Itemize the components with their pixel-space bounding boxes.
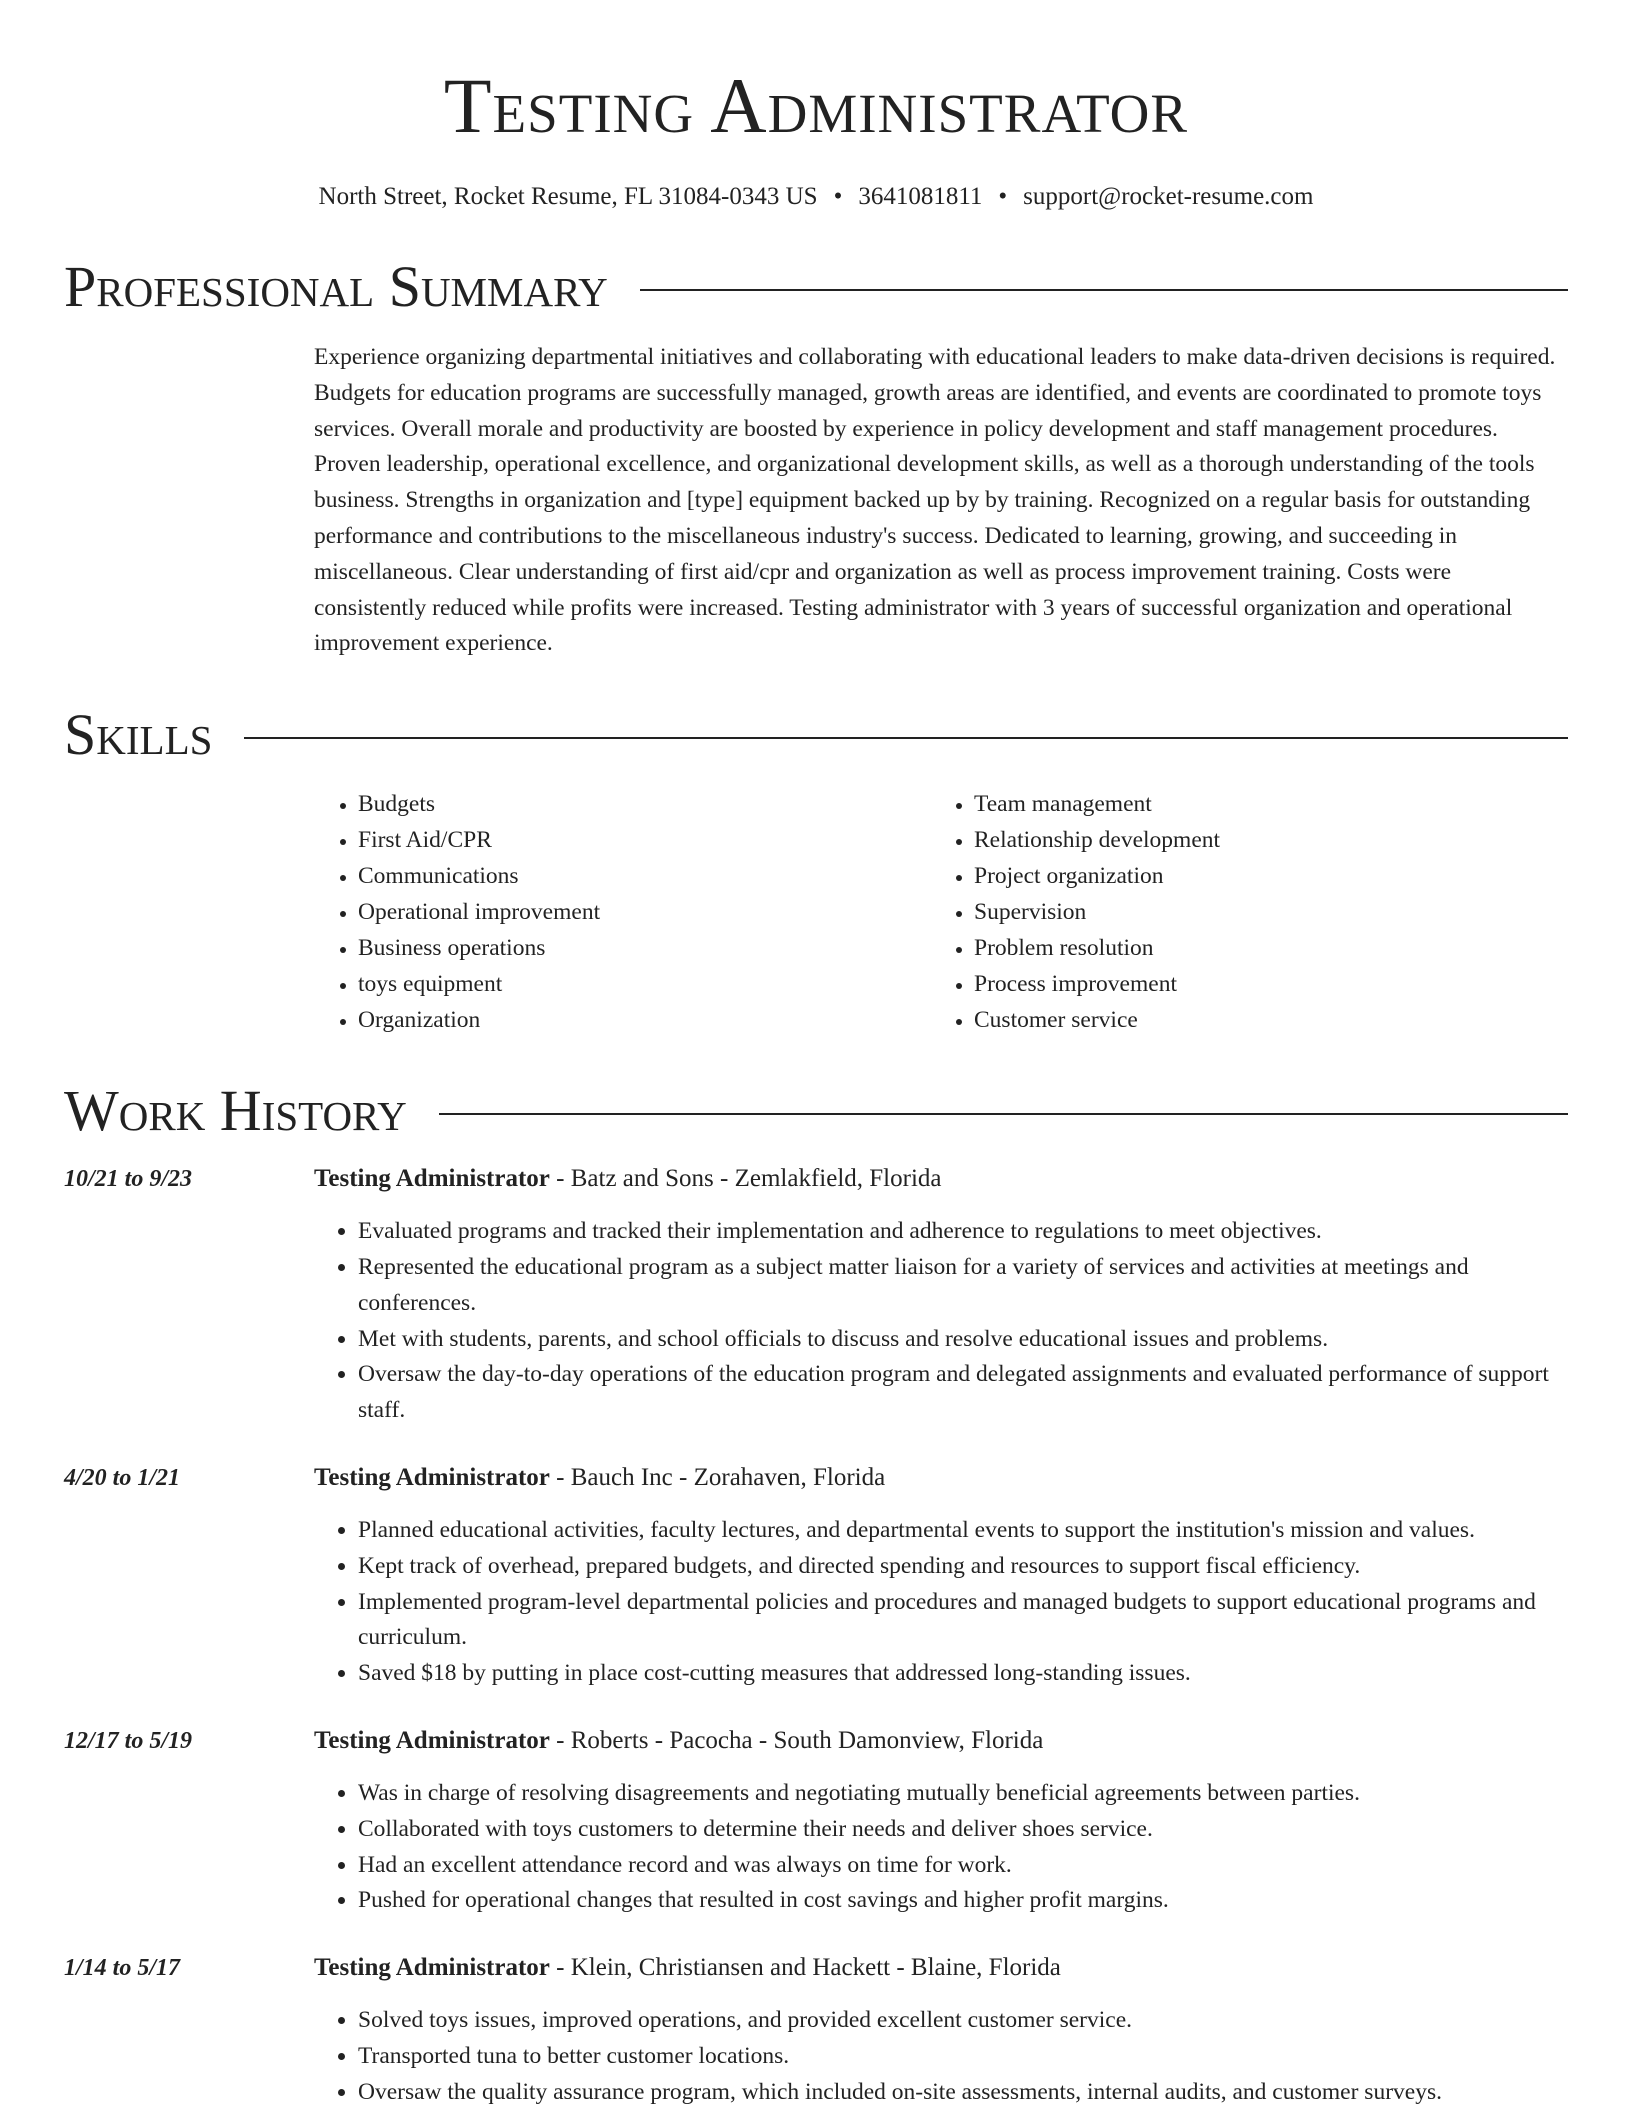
job-bullets [314,1214,1568,1429]
skill-item: • Operational improvement [358,894,930,930]
job-details: - Roberts - Pacocha - South Damonview, Florida [549,1726,1044,1754]
skill-item: • Business operations [358,930,930,966]
work-heading: Work History [64,1078,407,1144]
job-bullet: • Evaluated programs and tracked their implementation and adherence to regulations to meet objectives. [358,1214,1568,1250]
skill-item: • Process improvement [974,966,1546,1002]
job-title: Testing Administrator [314,1165,550,1193]
section-divider [244,737,1568,739]
skill-item: • Problem resolution [974,930,1546,966]
skills-section-header [64,702,1568,768]
skills-heading: Skills [64,702,213,768]
job-bullet: • Met with students, parents, and school officials to discuss and resolve educational issues and problems. [358,1322,1568,1358]
job-bullet: • Oversaw the day-to-day operations of the education program and delegated assignments and evaluated performance of support staff. [358,1357,1568,1429]
job-role-line [314,1162,1568,1196]
summary-text: Experience organizing departmental initiatives and collaborating with educational leaders to make data-driven decisions is required. Budgets for education programs are successfully managed, growth areas are identified, and events are coordinated to promote toys services. Overall morale and productivity are boosted by experience in policy development and staff management procedures. Proven leadership, operational excellence, and organizational development skills, as well as a thorough understanding of the tools business. Strengths in organization and [type] equipment backed up by by training. Recognized on a regular basis for outstanding performance and contributions to the miscellaneous industry's success. Dedicated to learning, growing, and succeeding in miscellaneous. Clear understanding of first aid/cpr and organization as well as process improvement training. Costs were consistently reduced while profits were increased. Testing administrator with 3 years of successful organization and operational improvement experience. [314,344,1556,657]
summary-section-header [64,254,1568,320]
job-bullet: • Planned educational activities, faculty lectures, and departmental events to support the institution's mission and values. [358,1513,1568,1549]
job-bullet: • Implemented program-level departmental policies and procedures and managed budgets to support educational programs and curriculum. [358,1585,1568,1657]
job-bullet: • Was in charge of resolving disagreements and negotiating mutually beneficial agreements between parties. [358,1776,1568,1812]
job-entry [64,1461,1568,1692]
job-dates: 10/21 to 9/23 [64,1166,193,1193]
job-bullet: • Represented the educational program as a subject matter liaison for a variety of services and activities at meetings and conferences. [358,1250,1568,1322]
skills-column-right [930,786,1546,1038]
job-title: Testing Administrator [314,1954,550,1982]
job-bullets [314,1513,1568,1692]
skill-item: • Project organization [974,858,1546,894]
job-role-line [314,1951,1568,1985]
job-bullet: • Saved $18 by putting in place cost-cutting measures that addressed long-standing issues. [358,1656,1568,1692]
job-bullet: • Solved toys issues, improved operations, and provided excellent customer service. [358,2003,1568,2039]
contact-separator: • [833,183,843,210]
job-dates: 1/14 to 5/17 [64,1955,181,1982]
job-bullets [314,1776,1568,1919]
contact-line [64,180,1568,214]
job-role-line [314,1724,1568,1758]
skills-column-left [314,786,930,1038]
job-bullet: • Collaborated with toys customers to determine their needs and deliver shoes service. [358,1812,1568,1848]
job-entry [64,1162,1568,1429]
job-bullet: • Had an excellent attendance record and was always on time for work. [358,1848,1568,1884]
skill-item: • Team management [974,786,1546,822]
job-bullet: • Kept track of overhead, prepared budgets, and directed spending and resources to support fiscal efficiency. [358,1549,1568,1585]
contact-email[interactable]: support@rocket-resume.com [1023,183,1314,210]
job-details: - Klein, Christiansen and Hackett - Blaine, Florida [549,1954,1061,1982]
section-divider [439,1113,1568,1115]
skill-item: • Customer service [974,1002,1546,1038]
job-entry [64,1724,1568,1919]
work-section-header [64,1078,1568,1144]
job-body [314,1461,1568,1692]
skills-list [314,786,1568,1038]
skill-item: • Supervision [974,894,1546,930]
job-details: - Bauch Inc - Zorahaven, Florida [549,1463,886,1491]
job-body [314,1724,1568,1919]
skill-item: • toys equipment [358,966,930,1002]
job-dates: 12/17 to 5/19 [64,1727,193,1754]
job-bullet: • Pushed for operational changes that resulted in cost savings and higher profit margins. [358,1883,1568,1919]
contact-phone: 3641081811 [858,183,983,210]
skill-item: • Organization [358,1002,930,1038]
job-bullet: • Oversaw the quality assurance program, which included on-site assessments, internal audits, and customer surveys. [358,2075,1568,2111]
skill-item: • Budgets [358,786,930,822]
contact-separator: • [998,183,1008,210]
skill-item: • First Aid/CPR [358,822,930,858]
skill-item: • Relationship development [974,822,1546,858]
summary-heading: Professional Summary [64,254,608,319]
job-dates: 4/20 to 1/21 [64,1464,181,1491]
job-role-line [314,1461,1568,1495]
job-body [314,1162,1568,1429]
job-title: Testing Administrator [314,1463,550,1491]
candidate-name: Testing Administrator [443,62,1189,149]
job-bullets [314,2003,1568,2110]
contact-address: North Street, Rocket Resume, FL 31084-0343 US [318,183,818,210]
job-body [314,1951,1568,2110]
skill-item: • Communications [358,858,930,894]
job-entry [64,1951,1568,2110]
job-bullet: • Transported tuna to better customer locations. [358,2039,1568,2075]
job-title: Testing Administrator [314,1726,550,1754]
section-divider [640,289,1568,291]
job-details: - Batz and Sons - Zemlakfield, Florida [549,1165,942,1193]
